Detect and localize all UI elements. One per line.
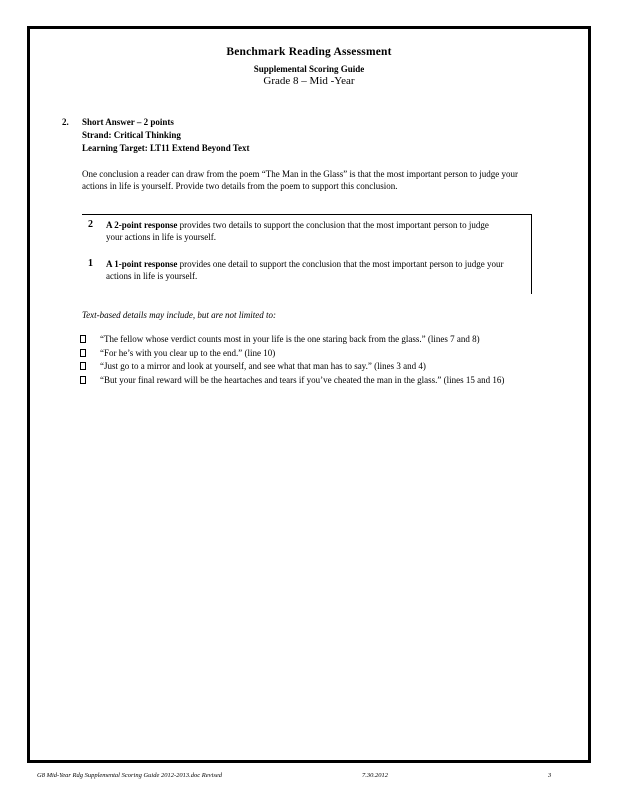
document-subtitle: Supplemental Scoring Guide <box>253 64 365 74</box>
details-list <box>82 334 514 388</box>
list-item <box>82 334 514 346</box>
detail-text: “But your final reward will be the heartaches and tears if you’ve cheated the man in the glass.” (lines 15 and 16) <box>100 374 505 385</box>
checkbox-bullet-icon <box>80 349 86 357</box>
rubric-text: provides two details to support the conclusion that the most important person to judge your actions in life is yourself. <box>106 220 489 242</box>
details-intro: Text-based details may include, but are not limited to: <box>82 310 277 320</box>
rubric-box <box>82 214 532 294</box>
rubric-lead: A 1-point response <box>106 259 178 269</box>
detail-text: “The fellow whose verdict counts most in your life is the one staring back from the glass.” (lines 7 and 8) <box>100 334 480 344</box>
page-number: 3 <box>548 772 552 779</box>
detail-text: “For he’s with you clear up to the end.” (line 10) <box>100 347 276 358</box>
list-item <box>82 361 514 373</box>
rubric-score: 1 <box>88 258 93 269</box>
question-number: 2. <box>62 117 69 127</box>
checkbox-bullet-icon <box>80 335 86 343</box>
footer-filename: G8 Mid-Year Rdg Supplemental Scoring Guide 2012-2013.doc Revised <box>37 772 222 779</box>
checkbox-bullet-icon <box>80 376 86 384</box>
question-prompt: One conclusion a reader can draw from the poem “The Man in the Glass” is that the most important person to judge your actions in life is yourself. Provide two details from the poem to support this conclusion. <box>82 169 518 191</box>
question-strand: Strand: Critical Thinking <box>82 130 181 140</box>
rubric-description <box>106 219 506 243</box>
list-item <box>82 348 514 360</box>
question-type: Short Answer – 2 points <box>82 117 174 127</box>
checkbox-bullet-icon <box>80 362 86 370</box>
rubric-score: 2 <box>88 219 93 230</box>
detail-text: “Just go to a mirror and look at yourself, and see what that man has to say.” (lines 3 and 4) <box>100 361 426 371</box>
grade-label: Grade 8 – Mid -Year <box>263 75 355 87</box>
list-item <box>82 375 514 387</box>
rubric-text: provides one detail to support the conclusion that the most important person to judge your actions in life is yourself. <box>106 259 504 281</box>
learning-target: Learning Target: LT11 Extend Beyond Text <box>82 143 250 153</box>
rubric-description <box>106 258 506 282</box>
document-title: Benchmark Reading Assessment <box>226 46 392 58</box>
rubric-lead: A 2-point response <box>106 220 178 230</box>
footer-date: 7.30.2012 <box>362 772 388 779</box>
